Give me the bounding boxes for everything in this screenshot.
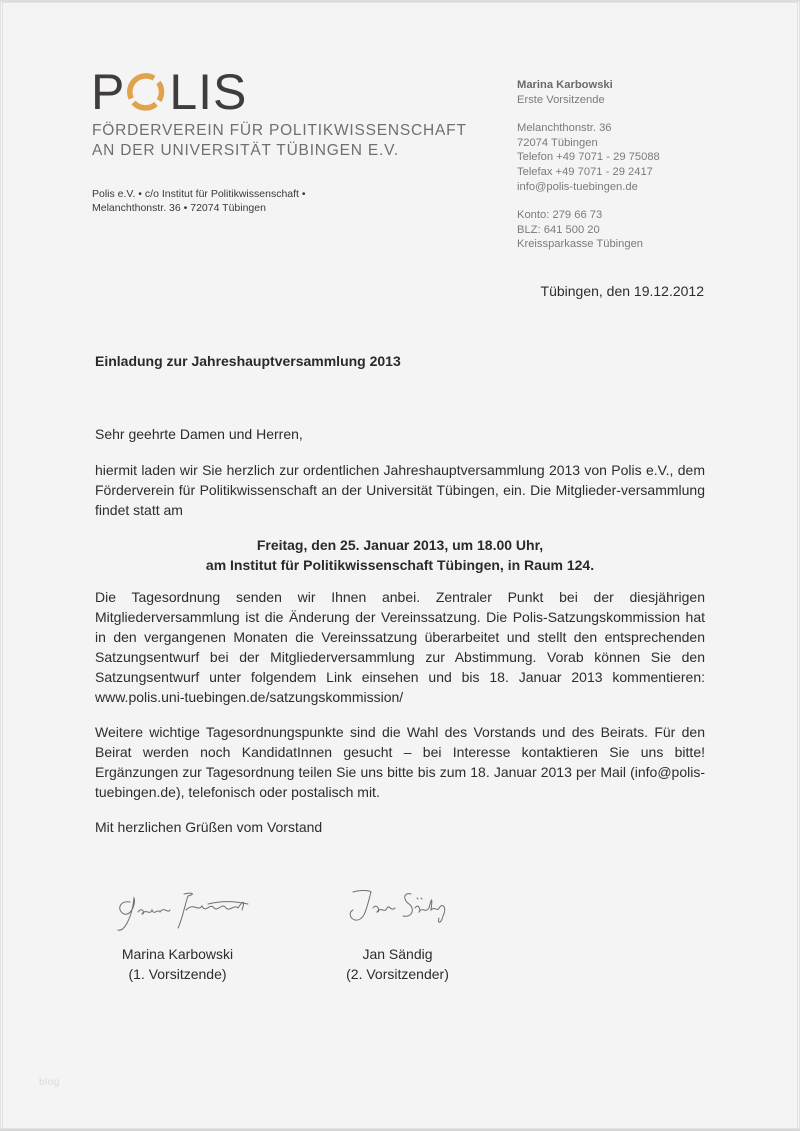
bank-account: Konto: 279 66 73 xyxy=(517,209,603,222)
contact-role: Erste Vorsitzende xyxy=(517,93,605,106)
contact-phone: Telefon +49 7071 - 29 75088 xyxy=(517,151,660,164)
logo-letter-p: P xyxy=(91,64,126,120)
watermark: blog xyxy=(39,1077,60,1088)
signatory-1 xyxy=(110,944,245,984)
signatory-2-name: Jan Sändig xyxy=(362,946,433,962)
signatory-2 xyxy=(330,944,465,984)
closing-line: Mit herzlichen Grüßen vom Vorstand xyxy=(95,819,323,835)
tagline-line-1: FÖRDERVEREIN FÜR POLITIKWISSENSCHAFT xyxy=(92,122,467,139)
signatory-1-name: Marina Karbowski xyxy=(121,946,234,962)
contact-name: Marina Karbowski xyxy=(517,79,613,91)
organization-tagline xyxy=(92,121,467,161)
contact-info xyxy=(517,78,660,252)
agenda-paragraph: Die Tagesordnung senden wir Ihnen anbei. Zentraler Punkt bei der diesjährigen Mitgliederversammlung ist die Änderung der Vereinssatzung. Die Polis-Satzungskommission hat in den vergangenen Monaten die Vereinssatzung überarbeitet und stellt den entsprechenden Satzungsentwurf bei der Mitgliederversammlung zur Abstimmung. Vorab können Sie den Satzungsentwurf unter folgendem Link einsehen und bis 18. Januar 2013 kommentieren: www.polis.uni-tuebingen.de/satzungskommission/ xyxy=(95,589,705,705)
logo-letters-lis: LIS xyxy=(169,64,248,120)
letter-subject: Einladung zur Jahreshauptversammlung 2013 xyxy=(95,353,401,369)
elections-paragraph: Weitere wichtige Tagesordnungspunkte sind die Wahl des Vorstands und des Beirats. Für den Beirat werden noch KandidatInnen gesucht – bei Interesse kontaktieren Sie uns bitte! Ergänzungen zur Tagesordnung teilen Sie uns bitte bis zum 18. Januar 2013 per Mail (info@polis-tuebingen.de), telefonisch oder postalisch mit. xyxy=(95,724,705,800)
contact-fax: Telefax +49 7071 - 29 2417 xyxy=(517,165,653,178)
signature-karbowski-icon xyxy=(112,888,257,936)
signature-saendig-icon xyxy=(345,886,455,928)
polis-logo xyxy=(91,64,248,120)
contact-email: info@polis-tuebingen.de xyxy=(517,180,638,193)
tagline-line-2: AN DER UNIVERSITÄT TÜBINGEN E.V. xyxy=(92,142,399,159)
return-address xyxy=(92,187,306,215)
contact-street: Melanchthonstr. 36 xyxy=(517,122,612,135)
meeting-details xyxy=(95,535,705,575)
salutation: Sehr geehrte Damen und Herren, xyxy=(95,426,303,442)
meeting-location: am Institut für Politikwissenschaft Tübingen, in Raum 124. xyxy=(205,557,595,573)
bank-blz: BLZ: 641 500 20 xyxy=(517,223,600,236)
return-address-line-2: Melanchthonstr. 36 • 72074 Tübingen xyxy=(92,202,266,214)
bank-name: Kreissparkasse Tübingen xyxy=(517,238,644,251)
signatory-1-title: (1. Vorsitzende) xyxy=(128,966,227,982)
polis-ring-icon xyxy=(126,72,166,112)
signatory-2-title: (2. Vorsitzender) xyxy=(346,966,449,982)
intro-paragraph: hiermit laden wir Sie herzlich zur ordentlichen Jahreshauptversammlung 2013 von Polis e.V., dem Förderverein für Politikwissenschaft an der Universität Tübingen, ein. Die Mitglieder-versammlung findet statt am xyxy=(95,462,705,518)
letter-date: Tübingen, den 19.12.2012 xyxy=(540,283,704,299)
meeting-date-time: Freitag, den 25. Januar 2013, um 18.00 Uhr, xyxy=(256,537,544,553)
contact-city: 72074 Tübingen xyxy=(517,136,598,149)
return-address-line-1: Polis e.V. • c/o Institut für Politikwissenschaft • xyxy=(92,188,306,200)
